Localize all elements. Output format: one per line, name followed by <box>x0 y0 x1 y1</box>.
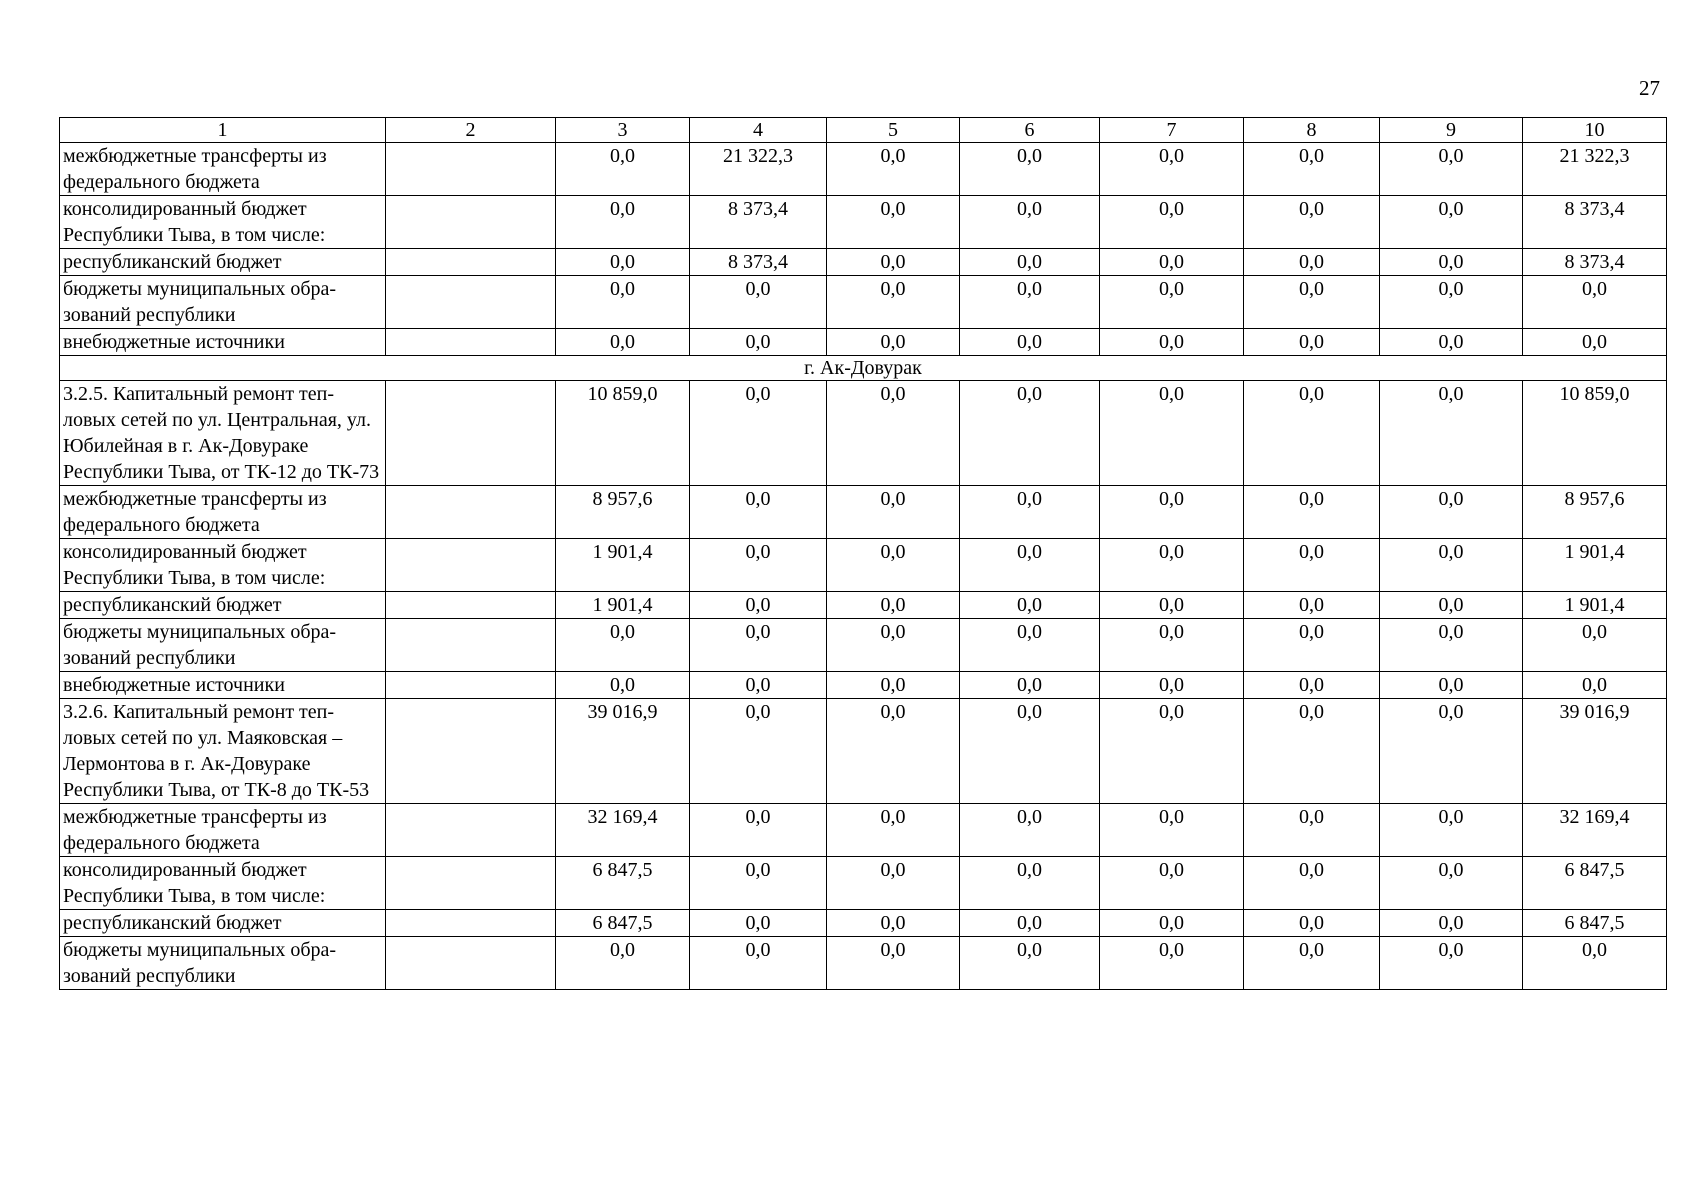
value-cell: 0,0 <box>690 699 827 804</box>
value-cell: 0,0 <box>1100 196 1244 249</box>
table-row <box>60 857 1667 910</box>
value-cell: 0,0 <box>690 381 827 486</box>
value-cell: 0,0 <box>1244 672 1380 699</box>
value-cell: 0,0 <box>1100 699 1244 804</box>
section-row <box>60 356 1667 381</box>
value-cell: 0,0 <box>827 276 960 329</box>
value-cell: 0,0 <box>1244 910 1380 937</box>
value-cell: 8 373,4 <box>690 249 827 276</box>
value-cell: 0,0 <box>1100 619 1244 672</box>
value-cell: 0,0 <box>690 937 827 990</box>
column-header: 2 <box>386 118 556 143</box>
value-cell: 0,0 <box>1244 486 1380 539</box>
table-row <box>60 196 1667 249</box>
value-cell: 0,0 <box>1100 276 1244 329</box>
value-cell: 0,0 <box>960 910 1100 937</box>
column-header: 9 <box>1380 118 1523 143</box>
value-cell: 0,0 <box>690 857 827 910</box>
value-cell: 0,0 <box>1100 329 1244 356</box>
value-cell: 0,0 <box>1244 329 1380 356</box>
value-cell: 0,0 <box>827 910 960 937</box>
value-cell: 0,0 <box>1100 592 1244 619</box>
row-label: межбюджетные трансферты из федерального бюджета <box>60 486 386 539</box>
value-cell: 0,0 <box>1100 672 1244 699</box>
row-label: бюджеты муниципальных обра-зований республики <box>60 619 386 672</box>
value-cell: 0,0 <box>960 329 1100 356</box>
value-cell: 0,0 <box>1244 249 1380 276</box>
value-cell: 0,0 <box>827 804 960 857</box>
row-label: консолидированный бюджет Республики Тыва, в том числе: <box>60 539 386 592</box>
cell-col2 <box>386 196 556 249</box>
value-cell: 8 957,6 <box>556 486 690 539</box>
cell-col2 <box>386 143 556 196</box>
value-cell: 10 859,0 <box>1523 381 1667 486</box>
row-label: внебюджетные источники <box>60 672 386 699</box>
value-cell: 0,0 <box>690 276 827 329</box>
value-cell: 0,0 <box>1100 804 1244 857</box>
row-label: консолидированный бюджет Республики Тыва, в том числе: <box>60 857 386 910</box>
value-cell: 0,0 <box>1100 910 1244 937</box>
value-cell: 6 847,5 <box>556 910 690 937</box>
row-label: республиканский бюджет <box>60 592 386 619</box>
value-cell: 0,0 <box>1380 672 1523 699</box>
row-label: республиканский бюджет <box>60 910 386 937</box>
row-label: межбюджетные трансферты из федерального бюджета <box>60 143 386 196</box>
value-cell: 0,0 <box>1380 699 1523 804</box>
value-cell: 0,0 <box>960 381 1100 486</box>
table-row <box>60 381 1667 486</box>
value-cell: 0,0 <box>1380 329 1523 356</box>
value-cell: 0,0 <box>960 539 1100 592</box>
value-cell: 0,0 <box>1380 196 1523 249</box>
value-cell: 0,0 <box>960 276 1100 329</box>
value-cell: 8 373,4 <box>1523 196 1667 249</box>
value-cell: 0,0 <box>1523 619 1667 672</box>
value-cell: 0,0 <box>556 329 690 356</box>
value-cell: 0,0 <box>1380 143 1523 196</box>
value-cell: 0,0 <box>1380 804 1523 857</box>
value-cell: 8 373,4 <box>1523 249 1667 276</box>
value-cell: 0,0 <box>960 619 1100 672</box>
value-cell: 0,0 <box>1100 857 1244 910</box>
header-row <box>60 118 1667 143</box>
value-cell: 0,0 <box>1523 329 1667 356</box>
value-cell: 8 957,6 <box>1523 486 1667 539</box>
value-cell: 0,0 <box>1244 143 1380 196</box>
value-cell: 0,0 <box>827 486 960 539</box>
value-cell: 0,0 <box>960 699 1100 804</box>
value-cell: 0,0 <box>1244 857 1380 910</box>
cell-col2 <box>386 592 556 619</box>
value-cell: 0,0 <box>1100 381 1244 486</box>
value-cell: 0,0 <box>556 196 690 249</box>
value-cell: 0,0 <box>556 619 690 672</box>
value-cell: 0,0 <box>1380 937 1523 990</box>
value-cell: 0,0 <box>960 937 1100 990</box>
table-row <box>60 143 1667 196</box>
cell-col2 <box>386 672 556 699</box>
value-cell: 0,0 <box>827 249 960 276</box>
row-label: межбюджетные трансферты из федерального бюджета <box>60 804 386 857</box>
column-header: 8 <box>1244 118 1380 143</box>
value-cell: 0,0 <box>690 910 827 937</box>
table-row <box>60 486 1667 539</box>
value-cell: 0,0 <box>827 672 960 699</box>
value-cell: 0,0 <box>827 329 960 356</box>
cell-col2 <box>386 937 556 990</box>
column-header: 6 <box>960 118 1100 143</box>
value-cell: 0,0 <box>1244 276 1380 329</box>
value-cell: 0,0 <box>690 486 827 539</box>
value-cell: 0,0 <box>1380 249 1523 276</box>
value-cell: 0,0 <box>827 619 960 672</box>
value-cell: 0,0 <box>1380 539 1523 592</box>
table-row <box>60 672 1667 699</box>
value-cell: 0,0 <box>1100 937 1244 990</box>
value-cell: 0,0 <box>1380 619 1523 672</box>
value-cell: 0,0 <box>1100 143 1244 196</box>
value-cell: 0,0 <box>690 592 827 619</box>
value-cell: 0,0 <box>827 699 960 804</box>
cell-col2 <box>386 699 556 804</box>
value-cell: 6 847,5 <box>1523 910 1667 937</box>
value-cell: 39 016,9 <box>556 699 690 804</box>
value-cell: 0,0 <box>1380 910 1523 937</box>
value-cell: 0,0 <box>1244 804 1380 857</box>
table-row <box>60 276 1667 329</box>
cell-col2 <box>386 804 556 857</box>
value-cell: 0,0 <box>1100 539 1244 592</box>
cell-col2 <box>386 539 556 592</box>
value-cell: 1 901,4 <box>556 539 690 592</box>
value-cell: 0,0 <box>690 672 827 699</box>
table-row <box>60 699 1667 804</box>
column-header: 4 <box>690 118 827 143</box>
value-cell: 0,0 <box>827 592 960 619</box>
value-cell: 0,0 <box>960 857 1100 910</box>
value-cell: 0,0 <box>827 937 960 990</box>
value-cell: 1 901,4 <box>556 592 690 619</box>
value-cell: 0,0 <box>960 592 1100 619</box>
value-cell: 0,0 <box>827 143 960 196</box>
value-cell: 0,0 <box>1100 486 1244 539</box>
column-header: 3 <box>556 118 690 143</box>
value-cell: 0,0 <box>1244 539 1380 592</box>
row-label: консолидированный бюджет Республики Тыва, в том числе: <box>60 196 386 249</box>
value-cell: 0,0 <box>1244 381 1380 486</box>
value-cell: 0,0 <box>1523 276 1667 329</box>
cell-col2 <box>386 276 556 329</box>
value-cell: 0,0 <box>1380 592 1523 619</box>
value-cell: 0,0 <box>556 672 690 699</box>
value-cell: 0,0 <box>1244 619 1380 672</box>
value-cell: 0,0 <box>960 249 1100 276</box>
value-cell: 0,0 <box>1523 672 1667 699</box>
value-cell: 0,0 <box>1244 196 1380 249</box>
value-cell: 0,0 <box>1380 486 1523 539</box>
cell-col2 <box>386 249 556 276</box>
value-cell: 0,0 <box>1244 937 1380 990</box>
row-label: внебюджетные источники <box>60 329 386 356</box>
value-cell: 10 859,0 <box>556 381 690 486</box>
column-header: 10 <box>1523 118 1667 143</box>
row-label: бюджеты муниципальных обра-зований республики <box>60 276 386 329</box>
value-cell: 0,0 <box>1244 592 1380 619</box>
table-row <box>60 592 1667 619</box>
value-cell: 0,0 <box>960 143 1100 196</box>
page-number: 27 <box>1639 76 1660 100</box>
value-cell: 0,0 <box>960 486 1100 539</box>
value-cell: 0,0 <box>1100 249 1244 276</box>
row-label: 3.2.5. Капитальный ремонт теп-ловых сетей по ул. Центральная, ул. Юбилейная в г. Ак-Довураке Республики Тыва, от ТК-12 до ТК-73 <box>60 381 386 486</box>
value-cell: 0,0 <box>556 937 690 990</box>
value-cell: 0,0 <box>960 196 1100 249</box>
value-cell: 0,0 <box>556 249 690 276</box>
value-cell: 0,0 <box>1380 276 1523 329</box>
budget-table <box>59 117 1667 990</box>
row-label: 3.2.6. Капитальный ремонт теп-ловых сетей по ул. Маяковская – Лермонтова в г. Ак-Довураке Республики Тыва, от ТК-8 до ТК-53 <box>60 699 386 804</box>
value-cell: 1 901,4 <box>1523 592 1667 619</box>
value-cell: 0,0 <box>1380 857 1523 910</box>
table-body <box>60 118 1667 990</box>
value-cell: 0,0 <box>827 196 960 249</box>
value-cell: 32 169,4 <box>1523 804 1667 857</box>
value-cell: 6 847,5 <box>556 857 690 910</box>
column-header: 1 <box>60 118 386 143</box>
cell-col2 <box>386 857 556 910</box>
value-cell: 0,0 <box>960 804 1100 857</box>
value-cell: 39 016,9 <box>1523 699 1667 804</box>
value-cell: 0,0 <box>690 619 827 672</box>
value-cell: 0,0 <box>1380 381 1523 486</box>
cell-col2 <box>386 619 556 672</box>
cell-col2 <box>386 381 556 486</box>
value-cell: 0,0 <box>690 804 827 857</box>
table-row <box>60 804 1667 857</box>
value-cell: 21 322,3 <box>1523 143 1667 196</box>
value-cell: 32 169,4 <box>556 804 690 857</box>
value-cell: 0,0 <box>556 276 690 329</box>
value-cell: 0,0 <box>827 857 960 910</box>
value-cell: 0,0 <box>690 329 827 356</box>
cell-col2 <box>386 329 556 356</box>
cell-col2 <box>386 910 556 937</box>
table-row <box>60 619 1667 672</box>
value-cell: 0,0 <box>827 539 960 592</box>
value-cell: 21 322,3 <box>690 143 827 196</box>
section-title: г. Ак-Довурак <box>60 356 1667 381</box>
value-cell: 6 847,5 <box>1523 857 1667 910</box>
value-cell: 8 373,4 <box>690 196 827 249</box>
value-cell: 0,0 <box>827 381 960 486</box>
value-cell: 0,0 <box>1523 937 1667 990</box>
cell-col2 <box>386 486 556 539</box>
column-header: 5 <box>827 118 960 143</box>
column-header: 7 <box>1100 118 1244 143</box>
row-label: республиканский бюджет <box>60 249 386 276</box>
table-row <box>60 249 1667 276</box>
row-label: бюджеты муниципальных обра-зований республики <box>60 937 386 990</box>
value-cell: 0,0 <box>690 539 827 592</box>
value-cell: 1 901,4 <box>1523 539 1667 592</box>
table-row <box>60 539 1667 592</box>
table-row <box>60 937 1667 990</box>
value-cell: 0,0 <box>556 143 690 196</box>
value-cell: 0,0 <box>1244 699 1380 804</box>
value-cell: 0,0 <box>960 672 1100 699</box>
table-row <box>60 329 1667 356</box>
table-row <box>60 910 1667 937</box>
